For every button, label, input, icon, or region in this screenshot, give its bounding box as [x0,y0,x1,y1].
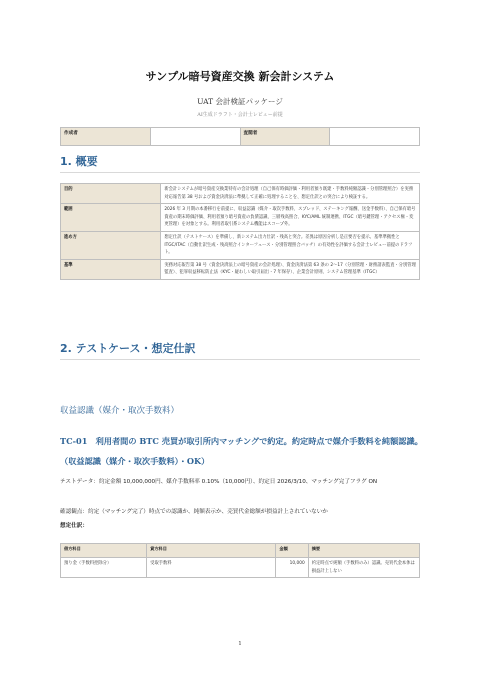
debit-account: 預り金（手数料控除分） [61,558,147,578]
creator-value [150,128,240,146]
reviewer-value [330,128,420,146]
memo: 約定時点で純額（手数料のみ）認識。売買代金本体は損益計上しない [308,558,419,578]
column-header-credit: 貸方科目 [147,544,276,558]
table-header-row [61,544,420,558]
table-row [61,184,420,204]
amount: 10,000 [276,558,308,578]
column-header-amount: 金額 [276,544,308,558]
overview-text: 実務対応報告第 38 号（資金決済法上の暗号資産の会計処理）、資金決済法第 63 条の 2〜17（分別管理・財務諸表監査・分別管理監査）、犯罪収益移転防止法（KYC・疑わしい取引届出・7 年保存）、企業会計原則、システム管理基準（ITGC） [161,259,420,279]
page-number: 1 [238,641,242,647]
draft-note: AI生成ドラフト・会計士レビュー前提 [197,112,283,118]
credit-account: 受取手数料 [147,558,276,578]
overview-label: 範囲 [61,204,161,232]
overview-label: 目的 [61,184,161,204]
test-data-text: テストデータ：約定金額 10,000,000円、媒介手数料率 0.10%（10,000円）、約定日 2026/3/10、マッチング完了フラグ ON [60,479,378,485]
section-1-heading: 1. 概要 [60,155,98,168]
section-2-heading: 2. テストケース・想定仕訳 [60,342,196,355]
table-row [61,558,420,578]
table-row [61,231,420,259]
test-case-heading: TC-01 利用者間の BTC 売買が取引所内マッチングで約定。約定時点で媒介手数料を純額認識。（収益認識（媒介・取次手数料）・OK） [60,436,423,466]
journal-entry-table [60,543,420,578]
creator-label: 作成者 [61,128,151,146]
overview-text: 2026 年 3 月期の本番移行を前提に、収益認識（媒介・取次手数料、スプレッド、ステーキング報酬、送金手数料）、自己保有暗号資産の期末時価評価、利用者預り暗号資産の負債認識、三層残高照合、KYC/AML 統制連携、ITGC（暗号鍵管理・アクセス権・変更管理）を対象とする。利用者取引系システム機能はスコープ外。 [161,204,420,232]
reviewer-label: 査閲者 [240,128,330,146]
table-row [61,204,420,232]
column-header-memo: 摘要 [308,544,419,558]
journal-entry-label: 想定仕訳： [60,523,88,529]
column-header-debit: 借方科目 [61,544,147,558]
overview-label: 進め方 [61,231,161,259]
overview-table [60,183,420,280]
document-title: サンプル暗号資産交換 新会計システム [145,70,335,83]
section-1-rule [60,172,420,173]
section-2-rule [60,359,420,360]
overview-text: 想定仕訳（テストケース）を準備し、新システム出力仕訳・残高と突合。差異は原因分析し是正要否を提示。基準準拠性と ITGC/ITAC（自動仕訳生成・残高照合インターフェース・分別管理照合バッチ）の有効性を評価する会計士レビュー前提のドラフト。 [161,231,420,259]
overview-text: 新会計システムが暗号資産交換業特有の会計処理（自己保有時価評価・利用者預り既建・手数料純額認識・分別管理照合）を実務対応報告第 38 号および資金決済法に準拠して正確に処理することを、想定仕訳との突合により検証する。 [161,184,420,204]
author-table [60,127,420,146]
subsection-heading: 収益認識（媒介・取次手数料） [60,406,180,416]
check-point-text: 確認観点：約定（マッチング完了）時点での認識か、純額表示か、売買代金総額が損益計上されていないか [60,509,328,515]
document-subtitle: UAT 会計検証パッケージ [197,97,283,106]
table-row [61,259,420,279]
overview-label: 基準 [61,259,161,279]
